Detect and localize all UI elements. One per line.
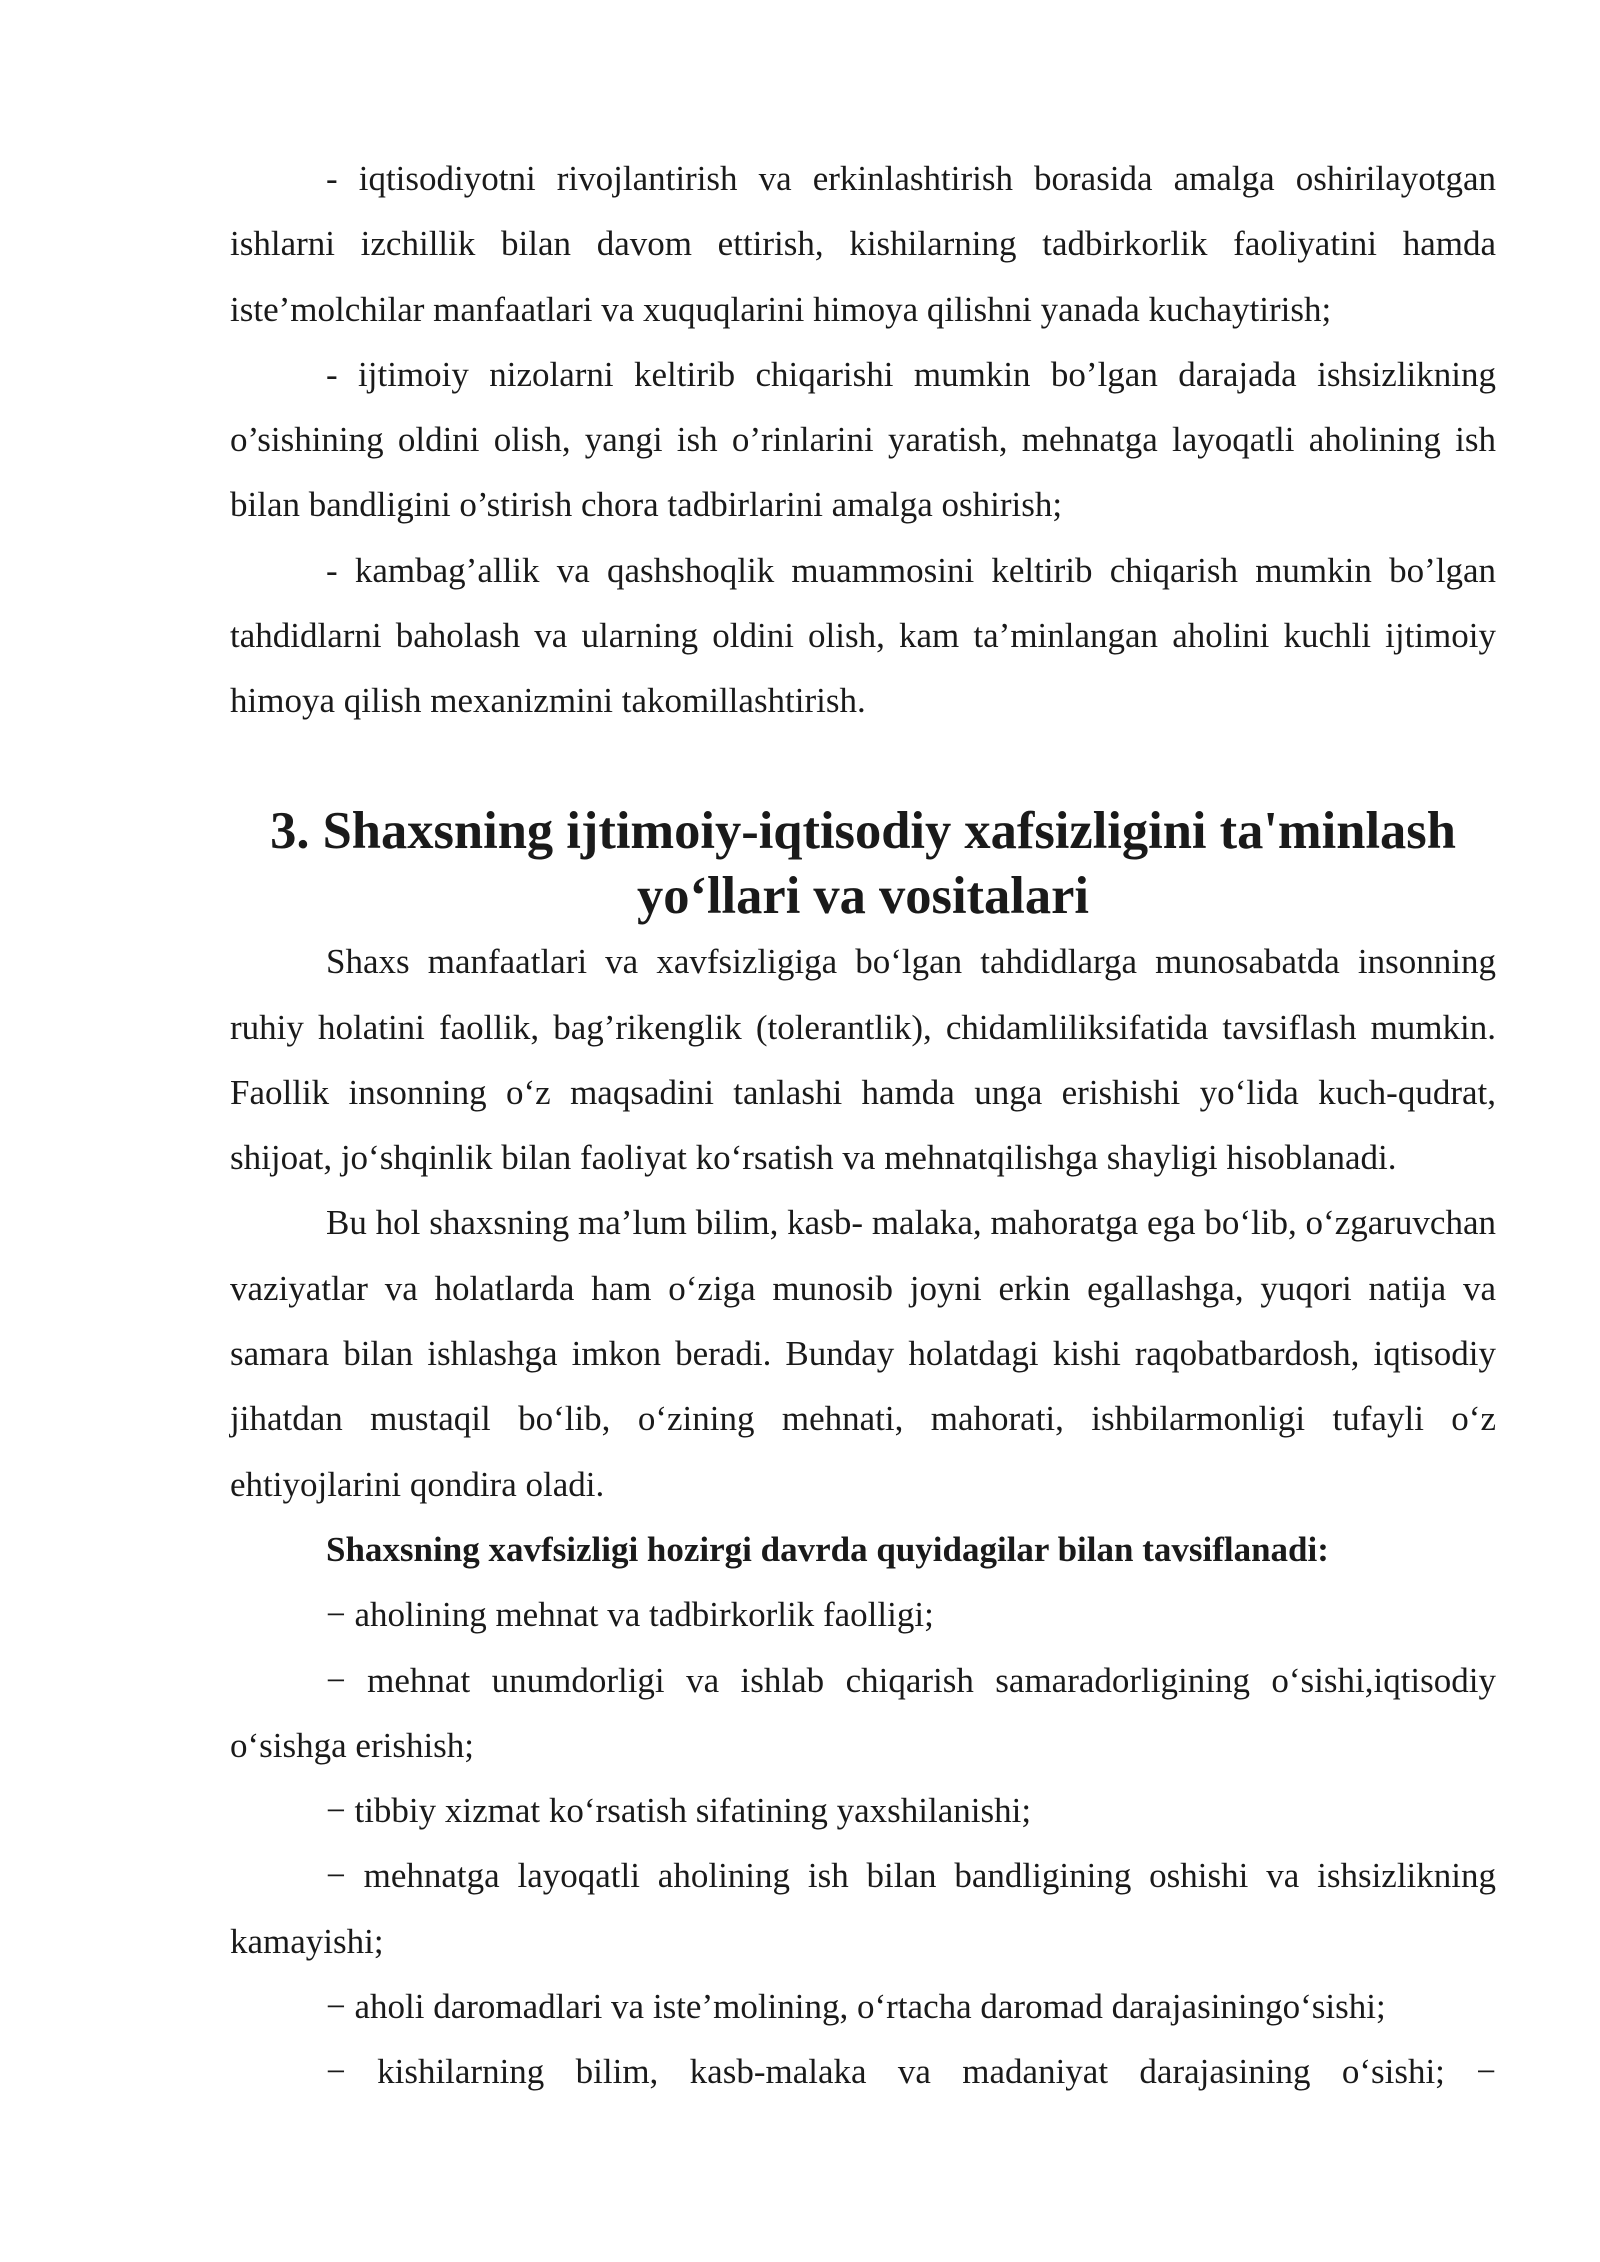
paragraph-activity: Shaxs manfaatlari va xavfsizligiga bo‘lgan tahdidlarga munosabatda insonning ruhiy holatini faollik, bag’rikenglik (tolerantlik), chidamliliksifatida tavsiflash mumkin. Faollik insonning o‘z maqsadini tanlashi hamda unga erishishi yo‘lida kuch-qudrat, shijoat, jo‘shqinlik bilan faoliyat ko‘rsatish va mehnatqilishga shayligi hisoblanadi.	[230, 942, 1496, 1178]
bullet-unemployment-prevention: - ijtimoiy nizolarni keltirib chiqarishi mumkin bo’lgan darajada ishsizlikning o’sishining oldini olish, yangi ish o’rinlarini yaratish, mehnatga layoqatli aholining ish bilan bandligini o’stirish chora tadbirlarini amalga oshirish;	[230, 354, 1496, 525]
paragraph-competitiveness: Bu hol shaxsning ma’lum bilim, kasb- malaka, mahoratga ega bo‘lib, o‘zgaruvchan vaziyatlar va holatlarda ham o‘ziga munosib joyni erkin egallashga, yuqori natija va samara bilan ishlashga imkon beradi. Bunday holatdagi kishi raqobatbardosh, iqtisodiy jihatdan mustaqil bo‘lib, o‘zining mehnati, mahorati, ishbilarmonligi tufayli o‘z ehtiyojlarini qondira oladi.	[230, 1203, 1496, 1504]
list-item-income: − aholi daromadlari va iste’molining, o‘rtacha daromad darajasiningo‘sishi;	[326, 1987, 1386, 2027]
list-item-productivity: − mehnat unumdorligi va ishlab chiqarish samaradorligining o‘sishi,iqtisodiy o‘sishga erishish;	[230, 1660, 1496, 1765]
bullet-poverty-threats: - kambag’allik va qashshoqlik muammosini keltirib chiqarish mumkin bo’lgan tahdidlarni baholash va ularning oldini olish, kam ta’minlangan aholini kuchli ijtimoiy himoya qilish mexanizmini takomillashtirish.	[230, 550, 1496, 721]
list-subheading: Shaxsning xavfsizligi hozirgi davrda quyidagilar bilan tavsiflanadi:	[326, 1529, 1329, 1569]
list-item-medical-service: − tibbiy xizmat ko‘rsatish sifatining yaxshilanishi;	[326, 1791, 1032, 1831]
section-heading: 3. Shaxsning ijtimoiy-iqtisodiy xafsizligini ta'minlash yo‘llari va vositalari	[270, 801, 1456, 925]
list-item-employment: − mehnatga layoqatli aholining ish bilan bandligining oshishi va ishsizlikning kamayishi;	[230, 1856, 1496, 1961]
list-item-education: − kishilarning bilim, kasb-malaka va madaniyat darajasining o‘sishi; −	[326, 2052, 1496, 2092]
document-page	[230, 146, 1496, 2105]
bullet-economy-liberalization: - iqtisodiyotni rivojlantirish va erkinlashtirish borasida amalga oshirilayotgan ishlarni izchillik bilan davom ettirish, kishilarning tadbirkorlik faoliyatini hamda iste’molchilar manfaatlari va xuquqlarini himoya qilishni yanada kuchaytirish;	[230, 159, 1496, 329]
list-item-activity: − aholining mehnat va tadbirkorlik faolligi;	[326, 1595, 934, 1635]
